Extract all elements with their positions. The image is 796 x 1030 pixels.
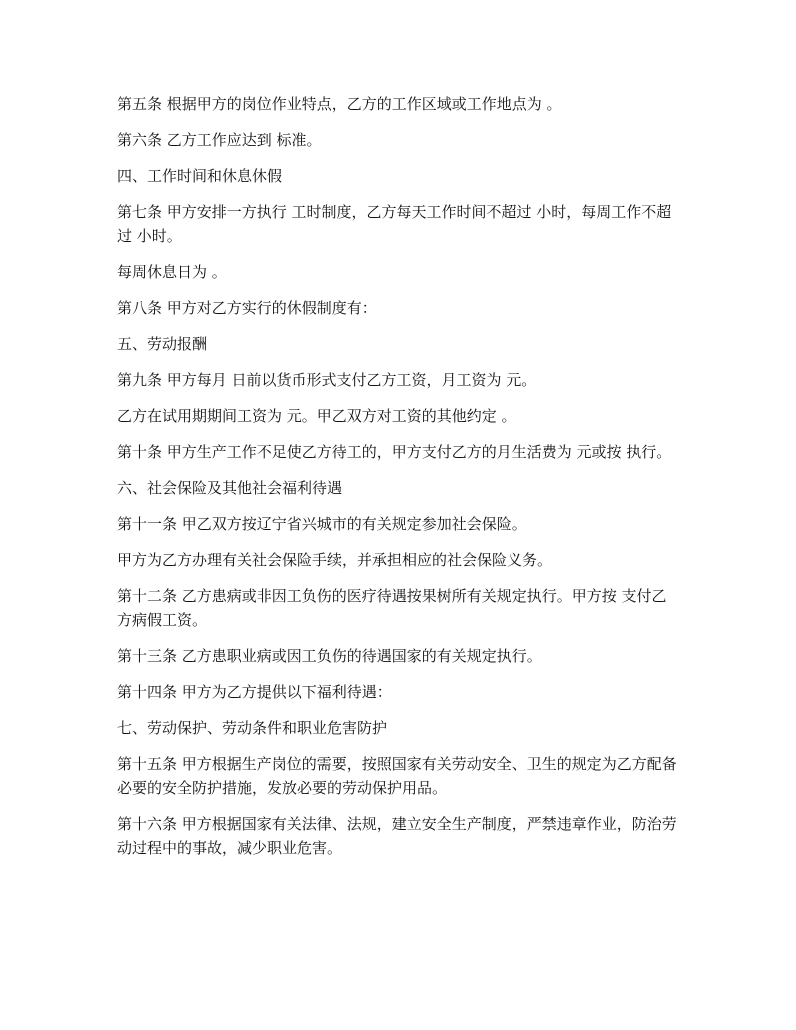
- clause-12: 第十二条 乙方患病或非因工负伤的医疗待遇按果树所有关规定执行。甲方按 支付乙方病假工资。: [117, 587, 667, 629]
- clause-6: 第六条 乙方工作应达到 标准。: [117, 131, 322, 149]
- clause-16: 第十六条 甲方根据国家有关法律、法规，建立安全生产制度，严禁违章作业，防治劳动过程中的事故，减少职业危害。: [117, 815, 677, 857]
- clause-7-rest-day: 每周休息日为 。: [117, 263, 227, 281]
- clause-11-obligation: 甲方为乙方办理有关社会保险手续，并承担相应的社会保险义务。: [117, 551, 553, 569]
- clause-9: 第九条 甲方每月 日前以货币形式支付乙方工资，月工资为 元。: [117, 371, 537, 389]
- clause-8: 第八条 甲方对乙方实行的休假制度有：: [117, 299, 377, 317]
- clause-14: 第十四条 甲方为乙方提供以下福利待遇：: [117, 683, 392, 701]
- clause-11: 第十一条 甲乙双方按辽宁省兴城市的有关规定参加社会保险。: [117, 515, 527, 533]
- clause-7: 第七条 甲方安排一方执行 工时制度，乙方每天工作时间不超过 小时，每周工作不超过 小时。: [117, 203, 672, 245]
- section-heading-work-hours: 四、工作时间和休息休假: [117, 167, 283, 185]
- clause-9-probation: 乙方在试用期期间工资为 元。甲乙双方对工资的其他约定 。: [117, 407, 517, 425]
- clause-15: 第十五条 甲方根据生产岗位的需要，按照国家有关劳动安全、卫生的规定为乙方配备必要的安全防护措施，发放必要的劳动保护用品。: [117, 755, 677, 797]
- section-heading-labor-protection: 七、劳动保护、劳动条件和职业危害防护: [117, 719, 388, 737]
- document-body: [117, 92, 677, 872]
- section-heading-social-insurance: 六、社会保险及其他社会福利待遇: [117, 479, 343, 497]
- section-heading-remuneration: 五、劳动报酬: [117, 335, 208, 353]
- clause-5: 第五条 根据甲方的岗位作业特点，乙方的工作区域或工作地点为 。: [117, 95, 562, 113]
- clause-13: 第十三条 乙方患职业病或因工负伤的待遇国家的有关规定执行。: [117, 647, 542, 665]
- clause-10: 第十条 甲方生产工作不足使乙方待工的，甲方支付乙方的月生活费为 元或按 执行。: [117, 443, 672, 461]
